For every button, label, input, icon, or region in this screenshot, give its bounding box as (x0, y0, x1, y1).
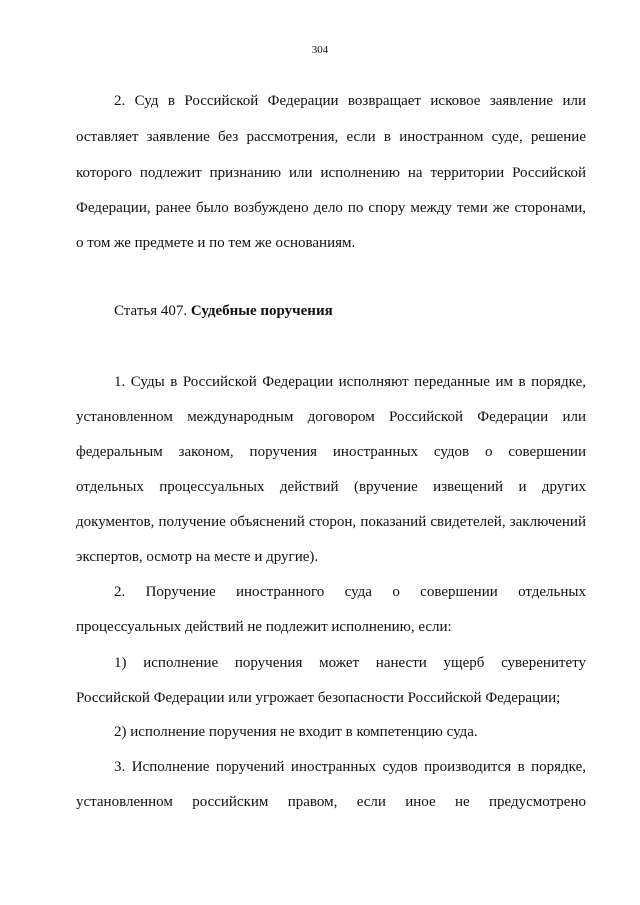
paragraph-line: 2. Суд в Российской Федерации возвращает исковое заявление или (114, 93, 586, 109)
paragraph-line: экспертов, осмотр на месте и другие). (76, 549, 319, 565)
paragraph-line: 1. Суды в Российской Федерации исполняют переданные им в порядке, (114, 374, 586, 390)
article-title: Судебные поручения (190, 303, 333, 319)
paragraph-line: отдельных процессуальных действий (вручение извещений и других (76, 479, 586, 495)
article-prefix: Статья 407. (114, 303, 188, 319)
paragraph-line: о том же предмете и по тем же основаниям. (76, 235, 356, 251)
paragraph-line: оставляет заявление без рассмотрения, если в иностранном суде, решение (76, 129, 586, 145)
page-number: 304 (311, 44, 329, 56)
paragraph-line: 1) исполнение поручения может нанести ущерб суверенитету (114, 655, 586, 671)
paragraph-line: 3. Исполнение поручений иностранных судов производится в порядке, (114, 759, 586, 775)
paragraph-line: документов, получение объяснений сторон, показаний свидетелей, заключений (76, 514, 586, 530)
paragraph-line: Федерации, ранее было возбуждено дело по спору между теми же сторонами, (76, 200, 586, 216)
paragraph-line: установленном российским правом, если иное не предусмотрено (76, 794, 586, 810)
paragraph-line: федеральным законом, поручения иностранных судов о совершении (76, 444, 586, 460)
article-heading (114, 301, 333, 321)
paragraph-line: установленном международным договором Российской Федерации или (76, 409, 586, 425)
paragraph-line: процессуальных действий не подлежит исполнению, если: (76, 619, 452, 635)
paragraph-line: 2) исполнение поручения не входит в компетенцию суда. (114, 724, 478, 740)
paragraph-line: 2. Поручение иностранного суда о совершении отдельных (114, 584, 586, 600)
paragraph-line: Российской Федерации или угрожает безопасности Российской Федерации; (76, 690, 561, 706)
paragraph-line: которого подлежит признанию или исполнению на территории Российской (76, 165, 586, 181)
